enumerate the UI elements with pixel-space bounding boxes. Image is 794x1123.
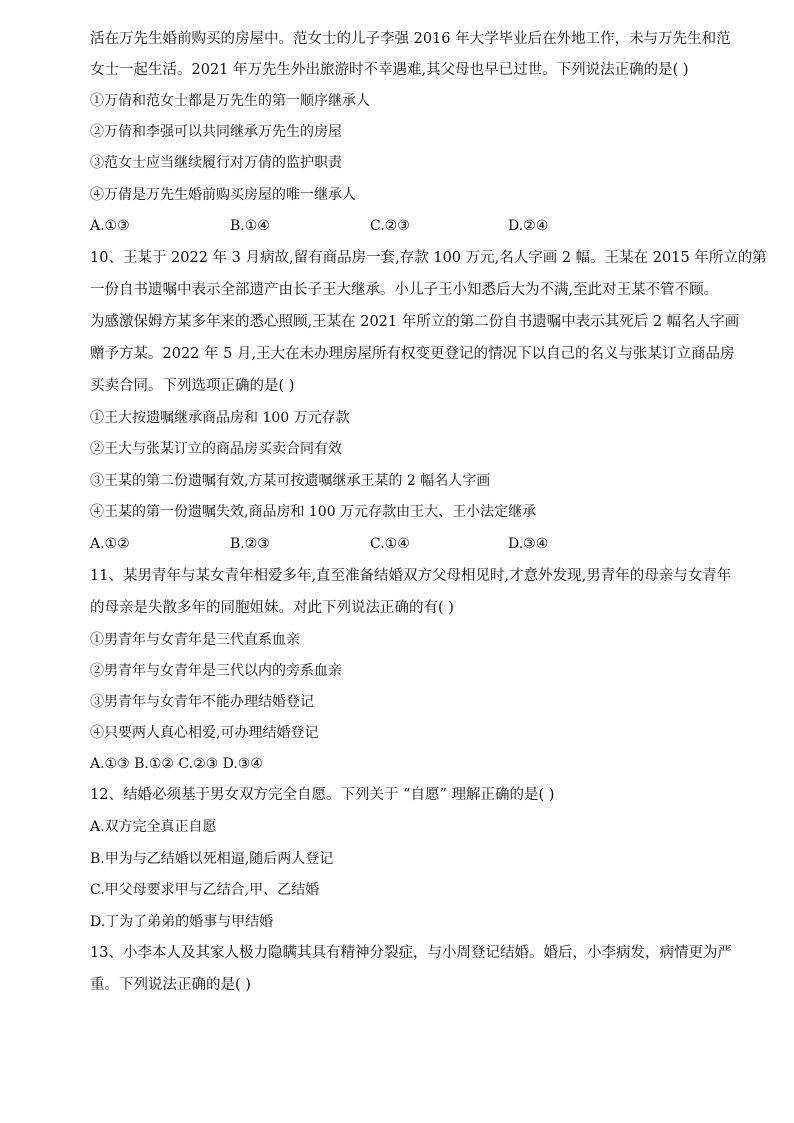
q12-option-a: A.双方完全真正自愿	[90, 819, 217, 835]
q9-options	[90, 217, 710, 235]
q11-stem-line-1: 11、某男青年与某女青年相爱多年,直至准备结婚双方父母相见时,才意外发现,男青年的母亲与女青年	[90, 568, 732, 584]
q12-option-d: D.丁为了弟弟的婚事与甲结婚	[90, 914, 274, 930]
q10-stem-line-2: 一份自书遗嘱中表示全部遗产由长子王大继承。小儿子王小知悉后大为不满,至此对王某不管不顾。	[90, 282, 719, 298]
q9-option-b: B.①④	[230, 218, 270, 234]
q13-stem-line-2: 重。下列说法正确的是( )	[90, 977, 251, 993]
q9-stem-line-2: 女士一起生活。2021 年万先生外出旅游时不幸遇难,其父母也早已过世。下列说法正确的是( )	[90, 62, 689, 78]
q9-option-c: C.②③	[370, 218, 410, 234]
q9-item-1: ①万倩和范女士都是万先生的第一顺序继承人	[90, 93, 370, 109]
q9-item-4: ④万倩是万先生婚前购买房屋的唯一继承人	[90, 187, 356, 203]
q9-option-d: D.②④	[508, 218, 549, 234]
q12-option-b: B.甲为与乙结婚以死相逼,随后两人登记	[90, 851, 334, 867]
q12-option-c: C.甲父母要求甲与乙结合,甲、乙结婚	[90, 882, 320, 898]
q10-option-b: B.②③	[230, 536, 270, 552]
q10-stem-line-1: 10、王某于 2022 年 3 月病故,留有商品房一套,存款 100 万元,名人字画 2 幅。王某在 2015 年所立的第	[90, 250, 767, 266]
q9-option-a: A.①③	[90, 218, 130, 234]
q10-stem-line-5: 买卖合同。下列选项正确的是( )	[90, 378, 295, 394]
q11-item-3: ③男青年与女青年不能办理结婚登记	[90, 694, 314, 710]
q9-item-2: ②万倩和李强可以共同继承万先生的房屋	[90, 124, 342, 140]
q13-stem-line-1: 13、小李本人及其家人极力隐瞒其具有精神分裂症，与小周登记结婚。婚后，小李病发，病情更为严	[90, 945, 732, 961]
q10-item-4: ④王某的第一份遗嘱失效,商品房和 100 万元存款由王大、王小法定继承	[90, 504, 537, 520]
q10-option-c: C.①④	[370, 536, 410, 552]
q10-options	[90, 535, 710, 553]
q11-stem-line-2: 的母亲是失散多年的同胞姐妹。对此下列说法正确的有( )	[90, 600, 454, 616]
q10-option-d: D.③④	[508, 536, 549, 552]
q11-item-2: ②男青年与女青年是三代以内的旁系血亲	[90, 663, 342, 679]
q11-options: A.①③ B.①② C.②③ D.③④	[90, 756, 263, 772]
q9-item-3: ③范女士应当继续履行对万倩的监护职责	[90, 155, 342, 171]
q11-item-4: ④只要两人真心相爱,可办理结婚登记	[90, 725, 319, 741]
q10-item-3: ③王某的第二份遗嘱有效,方某可按遗嘱继承王某的 2 幅名人字画	[90, 473, 491, 489]
q10-stem-line-4: 赠予方某。2022 年 5 月,王大在未办理房屋所有权变更登记的情况下以自己的名义与张某订立商品房	[90, 346, 735, 362]
q10-item-1: ①王大按遗嘱继承商品房和 100 万元存款	[90, 410, 350, 426]
q10-stem-line-3: 为感激保姆方某多年来的悉心照顾,王某在 2021 年所立的第二份自书遗嘱中表示其死后 2 幅名人字画	[90, 314, 740, 330]
q11-item-1: ①男青年与女青年是三代直系血亲	[90, 632, 300, 648]
q10-item-2: ②王大与张某订立的商品房买卖合同有效	[90, 441, 342, 457]
q10-option-a: A.①②	[90, 536, 130, 552]
q12-stem: 12、结婚必须基于男女双方完全自愿。下列关于 “自愿” 理解正确的是( )	[90, 787, 555, 803]
q9-stem-line-1: 活在万先生婚前购买的房屋中。范女士的儿子李强 2016 年大学毕业后在外地工作，未与万先生和范	[90, 31, 731, 47]
